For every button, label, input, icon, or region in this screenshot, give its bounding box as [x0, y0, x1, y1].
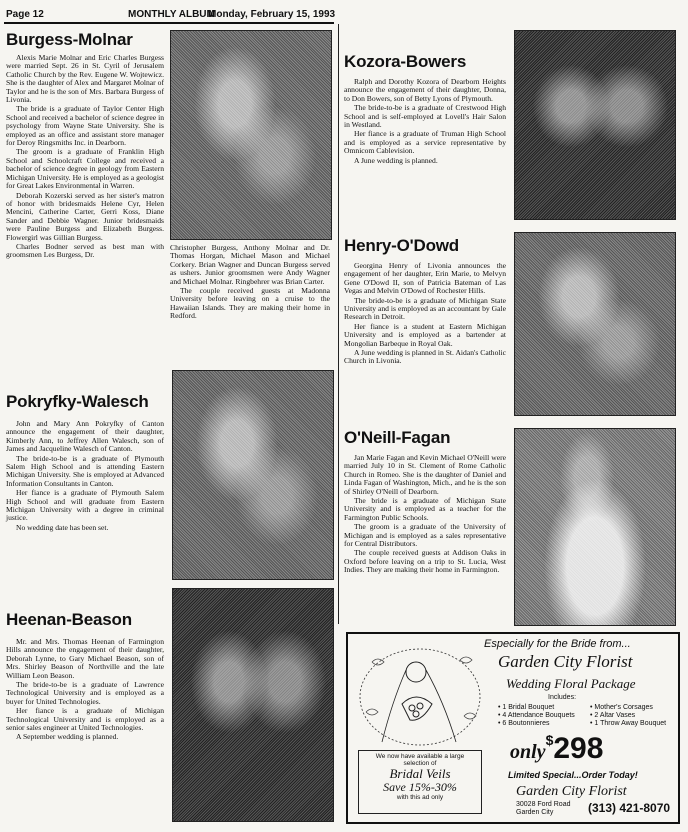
- ad-item: • Mother's Corsages: [590, 704, 653, 711]
- ad-includes-label: Includes:: [548, 694, 577, 701]
- article-henry-odowd: [344, 236, 506, 367]
- paragraph: A September wedding is planned.: [16, 732, 119, 742]
- paragraph: Deborah Kozerski served as her sister's matron of honor with bridesmaids Helene Cyr, Helen Mencini, Catherine Carter, Gerri Koss, Diane Sander and Debbie Wagner. Junior bridesmaids were Pauline Burgess and Elizabeth Burgess. Flowergirl was Gillian Burgess.: [6, 190, 164, 242]
- article-heenan-beason: [6, 610, 164, 743]
- ad-only-label: only: [510, 741, 546, 763]
- ad-tagline: Especially for the Bride from...: [484, 638, 631, 650]
- paragraph: Mr. and Mrs. Thomas Heenan of Farmington Hills announce the engagement of their daughter, Deborah Lynne, to Gary Michael Beason, son of Mrs. Shirley Beason of Northville and the late William Leon Beason.: [6, 637, 164, 680]
- ad-price-line: [510, 732, 603, 766]
- paragraph: The bride-to-be is a graduate of Michigan State University and is employed as an accountant by Gale Research in Detroit.: [344, 295, 506, 322]
- headline: Kozora-Bowers: [344, 52, 467, 71]
- article-pokryfky-walesch: [6, 392, 164, 533]
- veil-title: Bridal Veils: [389, 766, 451, 781]
- paragraph: The groom is a graduate of Franklin High School and Schoolcraft College and received a bachelor of science degree in geology from Eastern Michigan University. He is employed as a geologist for Great Lakes Environmental in Warren.: [6, 147, 164, 191]
- engagement-photo-heenan-beason: [172, 588, 334, 822]
- ad-item: • 2 Altar Vases: [590, 712, 636, 719]
- paragraph: The groom is a graduate of the University of Michigan and is employed as a sales representative for Central Distributors.: [344, 522, 506, 549]
- headline: Pokryfky-Walesch: [6, 392, 149, 411]
- ad-item: • 1 Throw Away Bouquet: [590, 720, 667, 727]
- ad-items-right: [590, 704, 666, 728]
- paragraph: Georgina Henry of Livonia announces the engagement of her daughter, Erin Marie, to Melvyn Gene O'Dowd II, son of Patricia Bateman of Las Vegas and Melvin O'Dowd of Rochester Hills.: [344, 261, 506, 296]
- headline: Burgess-Molnar: [6, 30, 133, 49]
- paragraph: Her fiance is a graduate of Michigan Technological University and is employed as a senior sales engineer at United Technologies.: [6, 706, 164, 733]
- ad-phone: (313) 421-8070: [588, 801, 671, 815]
- bride-illustration: [352, 642, 488, 752]
- column-divider: [338, 24, 339, 624]
- engagement-photo-pokryfky-walesch: [172, 370, 334, 580]
- paragraph: The bride-to-be is a graduate of Crestwood High School and is self-employed at Lovell's Hair Salon in Westland.: [344, 103, 506, 130]
- paragraph: A June wedding is planned in St. Aidan's Catholic Church in Livonia.: [344, 348, 506, 366]
- article-burgess-molnar-continued: [170, 244, 330, 322]
- paragraph: Her fiance is a graduate of Truman High School and is employed as a service representative by Omnicom Cablevision.: [344, 129, 506, 156]
- paragraph: Charles Bodner served as best man with groomsmen Les Burgess, Dr.: [6, 241, 164, 260]
- paragraph: The bride-to-be is a graduate of Lawrence Technological University and is employed as a buyer for United Technologies.: [6, 680, 164, 706]
- paragraph: Her fiance is a graduate of Plymouth Salem High School and will graduate from Eastern Michigan University with a degree in criminal justice.: [6, 488, 164, 523]
- veil-discount: Save 15%-30%: [383, 780, 457, 794]
- ad-florist-name-footer: Garden City Florist: [516, 784, 627, 799]
- ad-items-left: [498, 704, 575, 728]
- wedding-photo-oneill-fagan: [514, 428, 676, 626]
- article-burgess-molnar: [6, 30, 164, 261]
- paragraph: No wedding date has been set.: [16, 522, 109, 532]
- ad-address-street: 30028 Ford Road: [516, 801, 571, 808]
- headline: Heenan-Beason: [6, 610, 132, 629]
- headline: O'Neill-Fagan: [344, 428, 451, 447]
- paragraph: John and Mary Ann Pokryfky of Canton announce the engagement of their daughter, Kimberly Ann, to Jeffrey Allen Walesch, son of James and Jacqueline Walesch of Canton.: [6, 419, 164, 454]
- article-kozora-bowers: [344, 52, 506, 166]
- issue-date: Monday, February 15, 1993: [208, 9, 336, 20]
- engagement-photo-kozora-bowers: [514, 30, 676, 220]
- headline: Henry-O'Dowd: [344, 236, 459, 255]
- header-rule: [4, 22, 334, 24]
- florist-advertisement: [346, 632, 680, 824]
- paragraph: The couple received guests at Addison Oaks in Oxford before leaving on a trip to St. Lucia, West Indies. They are making their home in Farmington.: [344, 548, 506, 575]
- ad-item: • 4 Attendance Bouquets: [498, 712, 575, 719]
- ad-address: [516, 801, 570, 817]
- paragraph: Her fiance is a student at Eastern Michigan University and is employed as a bartender at Mongolian Barbeque in Royal Oak.: [344, 321, 506, 348]
- veil-intro: We now have available a large selection of: [375, 753, 465, 767]
- ad-price: 298: [553, 732, 604, 765]
- ad-item: • 6 Boutonnieres: [498, 720, 550, 727]
- ad-limited-special: Limited Special...Order Today!: [508, 770, 638, 780]
- section-name: MONTHLY ALBUM: [128, 9, 215, 20]
- paragraph: The couple received guests at Madonna University before leaving on a cruise to the Hawaiian Islands. They are making their home in Redford.: [170, 286, 330, 321]
- ad-item: • 1 Bridal Bouquet: [498, 704, 555, 711]
- paragraph: A June wedding is planned.: [354, 155, 438, 165]
- bridal-veil-promo: [358, 750, 482, 814]
- paragraph: The bride is a graduate of Michigan State University and is employed as a teacher for the Farmington Public Schools.: [344, 496, 506, 522]
- engagement-photo-henry-odowd: [514, 232, 676, 416]
- paragraph: Alexis Marie Molnar and Eric Charles Burgess were married Sept. 26 in St. Cyril of Jerusalem Catholic Church by the Rev. Eugene W. Wojtewicz. She is the daughter of Alex and Margaret Molnar of Taylor and he is the son of Mrs. Barbara Burgess of Livonia.: [6, 53, 164, 105]
- paragraph: The bride-to-be is a graduate of Plymouth Salem High School and is attending Eastern Michigan University. She is employed at Advanced Information Consultants in Canton.: [6, 453, 164, 488]
- article-oneill-fagan: [344, 428, 506, 576]
- wedding-photo-burgess-molnar: [170, 30, 332, 240]
- paragraph: The bride is a graduate of Taylor Center High School and received a bachelor of science degree in psychology from Wayne State University. She is employed as an office and assistant store manager for Deroy Ringsmiths Inc. in Dearborn.: [6, 104, 164, 148]
- ad-florist-name: Garden City Florist: [498, 652, 633, 671]
- paragraph: Ralph and Dorothy Kozora of Dearborn Heights announce the engagement of their daughter, Donna, to Don Bowers, son of Betty Lyons of Plymouth.: [344, 77, 506, 103]
- ad-currency: $: [545, 732, 554, 748]
- ad-address-city: Garden City: [516, 809, 554, 816]
- paragraph: Christopher Burgess, Anthony Molnar and Dr. Thomas Horgan, Michael Mason and Michael Corkery. Brian Wagner and Duncan Burgess served as ushers. Junior groomsmen were Andy Wagner and Michael Molnar. Ringbehrer was Brian Carter.: [170, 243, 330, 286]
- page-number: Page 12: [6, 9, 44, 20]
- paragraph: Jan Marie Fagan and Kevin Michael O'Neill were married July 10 in St. Clement of Rome Catholic Church in Romeo. She is the daughter of Daniel and Linda Fagan of Washington, Mich., and he is the son of Shirley O'Neill of Dearborn.: [344, 453, 506, 496]
- veil-note: with this ad only: [396, 794, 444, 801]
- ad-package-title: Wedding Floral Package: [506, 676, 636, 691]
